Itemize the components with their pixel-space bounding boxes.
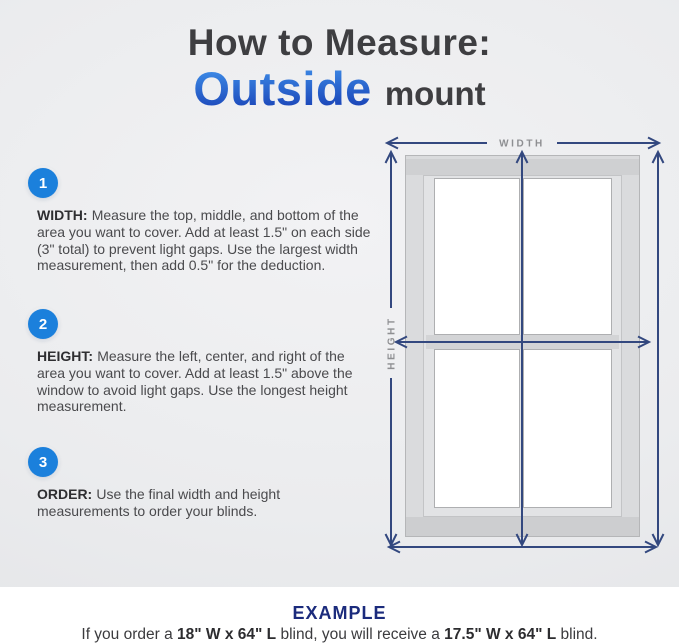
example-middle: blind, you will receive a xyxy=(276,626,445,643)
step-1-body: Measure the top, middle, and bottom of the area you want to cover. Add at least 1.5" on each side (3" total) to prevent light gaps. Use the largest width measurement, then add 0.5" for the deduction. xyxy=(37,207,371,274)
step-3-label: ORDER: xyxy=(37,486,93,502)
page-title xyxy=(0,22,679,115)
title-line-2 xyxy=(0,62,679,115)
window-diagram-svg xyxy=(382,136,666,592)
height-dimension-label: HEIGHT xyxy=(386,316,398,370)
title-keyword: Outside xyxy=(193,62,372,115)
example-heading: EXAMPLE xyxy=(292,603,387,623)
step-3-text xyxy=(37,486,373,520)
step-3-badge xyxy=(28,447,58,477)
step-1-label: WIDTH: xyxy=(37,207,88,223)
example-section xyxy=(0,587,679,644)
step-1-number: 1 xyxy=(38,174,48,192)
height-arrow-right xyxy=(653,152,664,545)
example-sentence xyxy=(0,626,679,643)
step-1-badge xyxy=(28,168,58,198)
step-1-text xyxy=(37,207,373,274)
example-received-size: 17.5" W x 64" L xyxy=(444,626,557,643)
width-dimension-label: WIDTH xyxy=(499,138,545,150)
step-2-text xyxy=(37,348,373,415)
example-ordered-size: 18" W x 64" L xyxy=(177,626,277,643)
window-pane-upper-left xyxy=(435,179,520,335)
step-2-label: HEIGHT: xyxy=(37,348,93,364)
window-diagram xyxy=(382,136,666,592)
title-suffix: mount xyxy=(384,75,486,112)
window-pane-upper-right xyxy=(524,179,612,335)
example-suffix: blind. xyxy=(556,626,598,643)
example-prefix: If you order a xyxy=(81,626,178,643)
step-3-body: Use the final width and height measurements to order your blinds. xyxy=(37,486,281,519)
step-2-badge xyxy=(28,309,58,339)
title-line-1: How to Measure: xyxy=(187,22,492,63)
step-2-number: 2 xyxy=(38,315,48,333)
step-2-body: Measure the left, center, and right of the area you want to cover. Add at least 1.5" above the window to avoid light gaps. Use the longest height measurement. xyxy=(37,348,353,415)
window-pane-lower-right xyxy=(524,350,612,508)
step-3-number: 3 xyxy=(38,453,48,471)
window-pane-lower-left xyxy=(435,350,520,508)
